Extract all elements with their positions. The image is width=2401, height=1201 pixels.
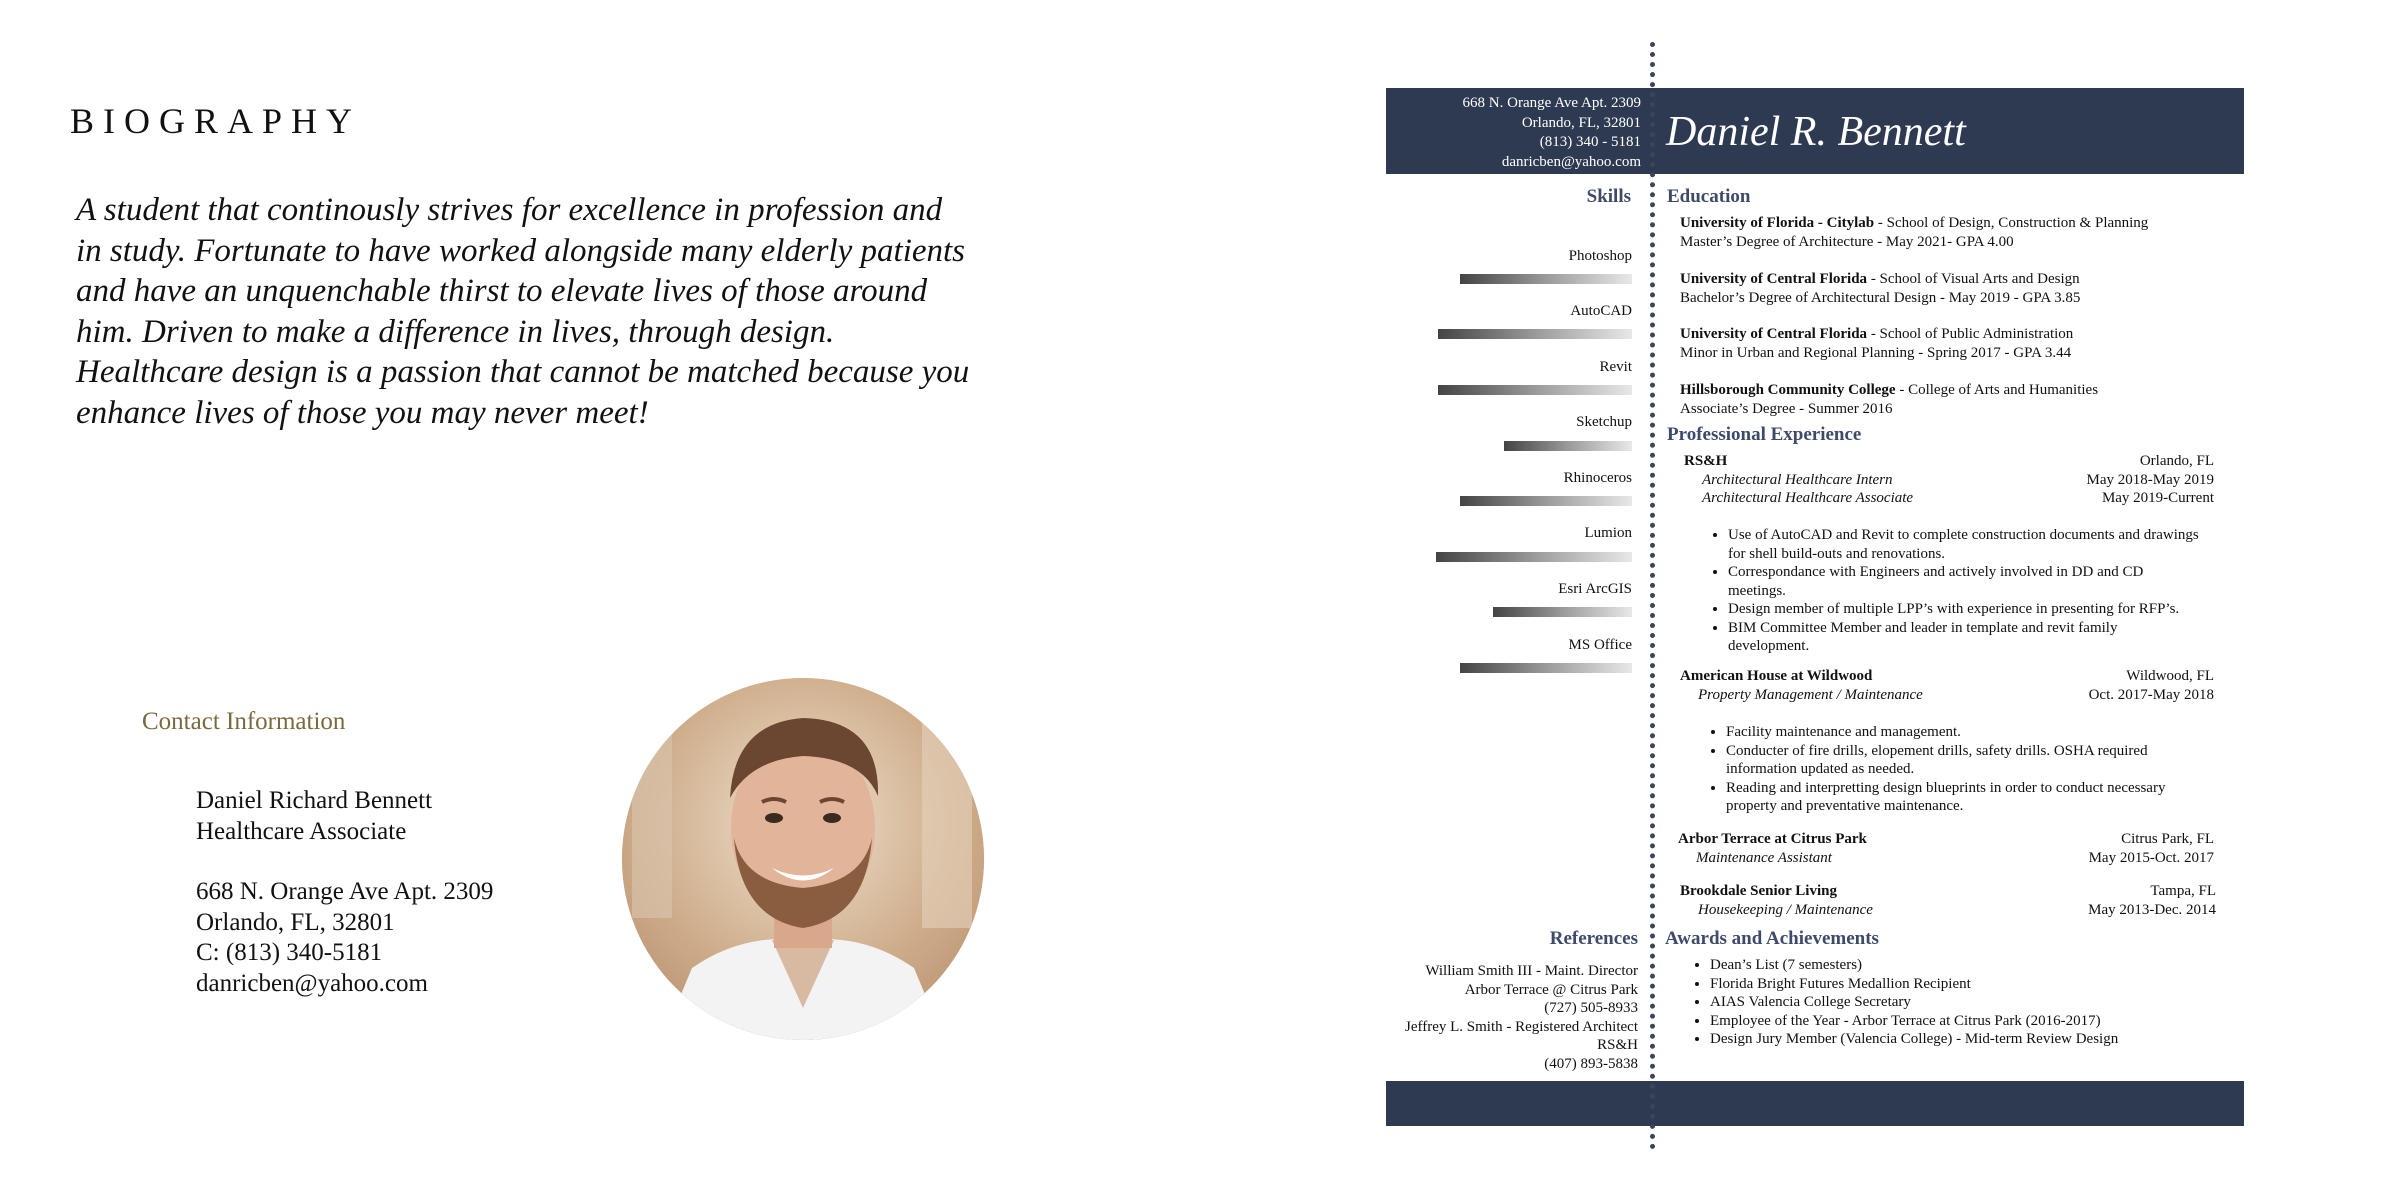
job-bullets xyxy=(1708,526,2228,656)
job-entry xyxy=(1680,882,2216,919)
skills-heading: Skills xyxy=(1586,186,1631,207)
bullet-item: • Reading and interpretting design blueprints in order to conduct necessary property and preventative maintenance. xyxy=(1726,779,2226,816)
biography-line: in study. Fortunate to have worked alongside many elderly patients xyxy=(76,232,966,269)
job-dates: Oct. 2017-May 2018 xyxy=(2088,686,2214,703)
references-heading: References xyxy=(1549,928,1638,949)
dotted-divider xyxy=(1650,42,1655,1150)
job-location: Orlando, FL xyxy=(2139,453,2214,469)
education-entry xyxy=(1680,381,2098,418)
biography-title: BIOGRAPHY xyxy=(70,101,362,141)
job-role: Maintenance Assistant xyxy=(1696,849,1832,866)
contact-role: Healthcare Associate xyxy=(196,817,407,845)
skill-label: Sketchup xyxy=(1576,414,1632,430)
reference-line: Arbor Terrace @ Citrus Park xyxy=(1464,981,1638,998)
biography-line: and have an unquenchable thirst to elevate lives of those around xyxy=(76,273,928,309)
contact-address-line2: Orlando, FL, 32801 xyxy=(196,908,395,936)
job-entry xyxy=(1678,830,2214,867)
college-name: - College of Arts and Humanities xyxy=(1895,382,2099,398)
job-role: Architectural Healthcare Intern xyxy=(1702,471,1893,488)
school-name: University of Florida - Citylab xyxy=(1680,215,1875,231)
reference-line: William Smith III - Maint. Director xyxy=(1425,963,1638,979)
job-role: Housekeeping / Maintenance xyxy=(1698,901,1873,918)
job-employer: RS&H xyxy=(1684,453,1728,469)
award-item: • Dean’s List (7 semesters) xyxy=(1710,956,2118,975)
reference-line: (407) 893-5838 xyxy=(1544,1055,1638,1072)
header-email: danricben@yahoo.com xyxy=(1501,153,1641,170)
contact-email: danricben@yahoo.com xyxy=(196,969,428,997)
references-list xyxy=(1405,962,1638,1074)
bullet-item: • Facility maintenance and management. xyxy=(1726,723,2226,742)
job-entry xyxy=(1684,452,2214,508)
school-name: University of Central Florida xyxy=(1680,271,1868,287)
portrait-image xyxy=(622,678,984,1040)
profile-photo xyxy=(622,678,984,1040)
resume-name: Daniel R. Bennett xyxy=(1666,109,1966,155)
biography-line: Healthcare design is a passion that cannot be matched because you xyxy=(76,354,970,390)
biography-line: him. Driven to make a difference in lives, through design. xyxy=(76,313,835,350)
bullet-item: • Design member of multiple LPP’s with experience in presenting for RFP’s. xyxy=(1728,600,2228,619)
job-dates: May 2015-Oct. 2017 xyxy=(2088,849,2214,866)
skill-label: Revit xyxy=(1599,359,1632,375)
job-role: Architectural Healthcare Associate xyxy=(1702,490,1914,506)
degree-line: Master’s Degree of Architecture - May 2021- GPA 4.00 xyxy=(1680,233,2014,250)
job-role: Property Management / Maintenance xyxy=(1698,686,1923,703)
bullet-item: • Conducter of fire drills, elopement drills, safety drills. OSHA required information updated as needed. xyxy=(1726,742,2226,779)
reference-line: (727) 505-8933 xyxy=(1544,1000,1638,1017)
skill-bar xyxy=(1436,552,1632,562)
job-location: Citrus Park, FL xyxy=(2121,831,2214,847)
education-heading: Education xyxy=(1667,186,1751,207)
degree-line: Minor in Urban and Regional Planning - Spring 2017 - GPA 3.44 xyxy=(1680,344,2072,361)
school-name: Hillsborough Community College xyxy=(1680,382,1896,398)
skill-label: Esri ArcGIS xyxy=(1558,581,1632,597)
biography-line: A student that continously strives for excellence in profession and xyxy=(76,192,943,228)
education-entry xyxy=(1680,325,2073,362)
skill-bar xyxy=(1460,663,1632,673)
bullet-item: • Correspondance with Engineers and actively involved in DD and CD meetings. xyxy=(1728,563,2228,600)
header-address-line2: Orlando, FL, 32801 xyxy=(1521,114,1641,131)
award-item: • AIAS Valencia College Secretary xyxy=(1710,993,2118,1012)
contact-phone: C: (813) 340-5181 xyxy=(196,939,383,966)
experience-heading: Professional Experience xyxy=(1667,424,1862,445)
bullet-item: • Use of AutoCAD and Revit to complete construction documents and drawings for shell build-outs and renovations. xyxy=(1728,526,2228,563)
degree-line: Associate’s Degree - Summer 2016 xyxy=(1680,400,1893,417)
biography-text xyxy=(76,190,1016,433)
skill-bar xyxy=(1460,496,1632,506)
education-entry xyxy=(1680,214,2148,251)
award-item: • Florida Bright Futures Medallion Recipient xyxy=(1710,975,2118,994)
awards-heading: Awards and Achievements xyxy=(1665,928,1879,949)
job-dates: May 2018-May 2019 xyxy=(2086,471,2214,488)
job-employer: Brookdale Senior Living xyxy=(1680,883,1837,899)
job-employer: Arbor Terrace at Citrus Park xyxy=(1678,831,1867,847)
degree-line: Bachelor’s Degree of Architectural Design - May 2019 - GPA 3.85 xyxy=(1680,289,2081,306)
header-phone: (813) 340 - 5181 xyxy=(1539,134,1641,150)
contact-name: Daniel Richard Bennett xyxy=(196,787,433,814)
skill-bar xyxy=(1504,441,1632,451)
reference-line: Jeffrey L. Smith - Registered Architect xyxy=(1405,1018,1638,1035)
award-item: • Design Jury Member (Valencia College) - Mid-term Review Design xyxy=(1710,1030,2118,1049)
job-employer: American House at Wildwood xyxy=(1680,668,1873,684)
skill-label: MS Office xyxy=(1568,637,1632,653)
resume-footer-bar xyxy=(1386,1081,2244,1126)
job-bullets xyxy=(1706,723,2226,816)
skill-label: Lumion xyxy=(1584,525,1632,541)
bullet-item: • BIM Committee Member and leader in template and revit family development. xyxy=(1728,619,2228,656)
award-item: • Employee of the Year - Arbor Terrace at Citrus Park (2016-2017) xyxy=(1710,1012,2118,1031)
contact-heading: Contact Information xyxy=(142,708,346,735)
skill-label: AutoCAD xyxy=(1570,303,1632,319)
job-dates: May 2019-Current xyxy=(2101,490,2214,506)
job-dates: May 2013-Dec. 2014 xyxy=(2088,901,2216,918)
job-location: Wildwood, FL xyxy=(2126,668,2214,684)
contact-block xyxy=(196,786,493,999)
reference-line: RS&H xyxy=(1597,1037,1638,1054)
skill-bar xyxy=(1438,329,1632,339)
skill-bar xyxy=(1493,607,1632,617)
header-contact xyxy=(1463,94,1641,172)
school-name: University of Central Florida xyxy=(1680,326,1868,342)
skill-label: Rhinoceros xyxy=(1563,470,1632,486)
job-entry xyxy=(1680,667,2214,704)
skill-bar xyxy=(1460,274,1632,284)
skill-bar xyxy=(1438,385,1632,395)
college-name: - School of Public Administration xyxy=(1867,326,2074,342)
college-name: - School of Visual Arts and Design xyxy=(1867,271,2080,287)
job-location: Tampa, FL xyxy=(2150,883,2216,899)
contact-address-line1: 668 N. Orange Ave Apt. 2309 xyxy=(196,878,494,905)
biography-line: enhance lives of those you may never meet! xyxy=(76,394,649,431)
header-address-line1: 668 N. Orange Ave Apt. 2309 xyxy=(1462,95,1641,111)
awards-list xyxy=(1690,956,2118,1049)
skill-label: Photoshop xyxy=(1568,248,1632,264)
college-name: - School of Design, Construction & Planning xyxy=(1874,215,2149,231)
education-entry xyxy=(1680,270,2080,307)
